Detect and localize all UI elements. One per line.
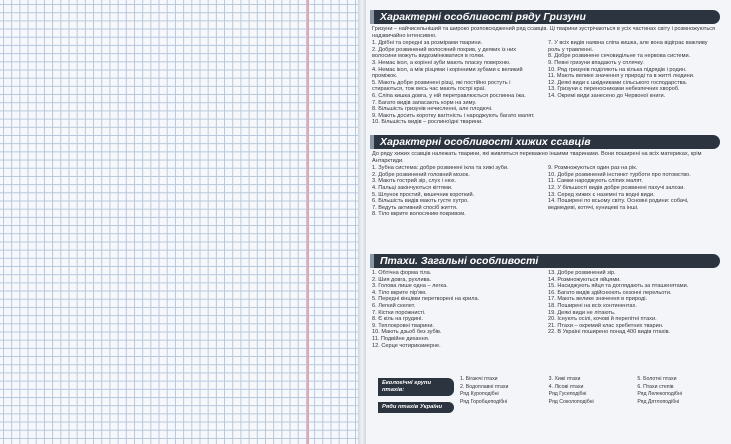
rodents-item: 8. Добре розвинене сечовидільне та нервова системи.	[548, 53, 691, 60]
rodents-item: 10. Більшість видів – рослиноїдні тварини.	[372, 119, 483, 126]
rodents-item: 12. Деякі види є шкідниками сільського господарства.	[548, 79, 688, 86]
rodents-left-col	[372, 40, 542, 126]
bird-group-item: 4. Лісові птахи	[548, 383, 584, 390]
predators-item: 2. Добре розвинений головний мозок.	[372, 171, 470, 178]
rodents-item: 14. Окремі види занесено до Червоної книги.	[548, 92, 666, 99]
birds-item: 12. Серце чотирикамерне.	[372, 342, 441, 349]
bird-group-item: Ряд Гусеподібні	[548, 391, 587, 398]
bird-group-item: Ряд Лелекоподібні	[637, 391, 682, 398]
predators-left-col	[372, 165, 542, 218]
rodents-item: 8. Більшість гризунів нечисленні, але плодючі.	[372, 106, 493, 113]
predators-item: 9. Розмножуються один раз на рік.	[548, 165, 638, 172]
rodents-intro: Гризуни – найчисельніший та широко розповсюджений ряд ссавців. Ці тварини зустрічаються в усіх частинах світу і розмножуються надзвичайно інтенсивно.	[372, 26, 716, 39]
rodents-item: 10. Ряд гризунів поділяють на кілька підрядів і родин.	[548, 66, 687, 73]
predators-item: 7. Ведуть активний спосіб життя.	[372, 204, 458, 211]
birds-item: 1. Обтічна форма тіла.	[372, 270, 432, 276]
predators-item: 13. Серед хижих є наземні та водні види.	[548, 191, 655, 198]
birds-section	[370, 254, 720, 376]
bird-group-item: Ряд Соколоподібні	[548, 399, 594, 406]
bird-groups-col	[460, 376, 543, 407]
rodents-item: 2. Добре розвинений волосяний покрив, у деяких із них волосини можуть видозмінюватися в голки.	[372, 46, 517, 60]
bird-group-item: 3. Хижі птахи	[548, 376, 581, 382]
birds-item: 5. Передні кінцівки перетворені на крила.	[372, 296, 480, 303]
birds-item: 2. Шия довга, рухлива.	[372, 276, 432, 283]
predators-item: 6. Більшість видів мають густе хутро.	[372, 198, 469, 205]
birds-item: 18. Поширені на всіх континентах.	[548, 302, 637, 309]
birds-item: 6. Легкий скелет.	[372, 302, 416, 309]
rodents-item: 3. Немає ікол, а корінні зуби мають пласку поверхню.	[372, 59, 511, 66]
rodents-item: 4. Немає ікол, а між різцями і корінними зубами є великий проміжок.	[372, 66, 523, 80]
rodents-item: 7. У всіх видів наявна сліпа кишка, але вона відіграє важливу роль у травленні.	[548, 40, 708, 53]
birds-item: 15. Насиджують яйця та доглядають за пташенятами.	[548, 283, 689, 290]
rodents-item: 9. Певні гризуни впадають у сплячку.	[548, 59, 644, 66]
birds-title: Птахи. Загальні особливості	[370, 254, 720, 268]
bird-group-tags	[378, 378, 454, 419]
bird-groups-columns	[460, 376, 720, 407]
birds-left-col	[372, 270, 542, 349]
predators-item: 12. У більшості видів добре розвинені пахучі залози.	[548, 184, 685, 191]
bird-groups-col	[637, 376, 720, 407]
rodents-item: 6. Сліпа кишка довга, у ній перетравлюється рослинна їжа.	[372, 92, 526, 99]
birds-item: 14. Розмножуються яйцями.	[548, 276, 621, 283]
bird-orders-tag: Ряди птахів України	[378, 402, 454, 413]
birds-item: 9. Теплокровні тварини.	[372, 322, 435, 329]
birds-item: 21. Птахи – окремий клас хребетних тварин.	[548, 322, 664, 329]
birds-item: 8. Є кіль на грудині.	[372, 316, 423, 323]
rodents-item: 1. Дрібні та середні за розмірами тварини.	[372, 40, 483, 47]
predators-intro: До ряду хижих ссавців належать тварини, які живляться переважно іншими тваринами. Вони поширені на всіх материках, крім Антарктиди.	[372, 151, 702, 164]
predators-title: Характерні особливості хижих ссавців	[370, 135, 720, 149]
birds-item: 22. В Україні поширено понад 400 видів птахів.	[548, 329, 671, 336]
birds-item: 4. Тіло вкрите пір'ям.	[372, 289, 427, 296]
predators-body	[370, 149, 720, 249]
predators-item: 10. Добре розвинений інстинкт турботи про потомство.	[548, 171, 691, 178]
rodents-item: 9. Мають досить коротку вагітність і народжують багато малят.	[372, 112, 535, 119]
rodents-right-col	[548, 40, 718, 126]
cover-page	[366, 0, 731, 444]
rodents-item: 7. Багато видів запасають корм на зиму.	[372, 99, 477, 106]
bird-group-item: 1. Бігаючі птахи	[460, 376, 498, 382]
birds-item: 13. Добре розвинений зір.	[548, 270, 616, 276]
bird-group-item: 6. Птахи степів	[637, 383, 674, 390]
page-fold	[358, 0, 366, 444]
predators-item: 11. Самки народжують сліпих малят.	[548, 178, 643, 185]
predators-item: 14. Поширені по всьому світу. Основні родини: собачі, ведмедеві, котячі, куницеві та інші.	[548, 198, 689, 211]
content-area	[370, 10, 720, 438]
birds-item: 19. Деякі види не літають.	[548, 309, 616, 316]
predators-item: 4. Пальці закінчуються кігтями.	[372, 184, 453, 191]
rodents-item: 5. Мають добре розвинені різці, які постійно ростуть і стираються, тож весь час мають гострі краї.	[372, 79, 511, 93]
predators-item: 3. Мають гострий зір, слух і нюх.	[372, 178, 457, 185]
predators-item: 8. Тіло вкрите волосяним покривом.	[372, 211, 466, 218]
birds-item: 16. Багато видів здійснюють сезонні перельоти.	[548, 289, 672, 296]
bird-group-item: 2. Водоплавні птахи	[460, 383, 509, 390]
rodents-item: 11. Мають велике значення у природі та в житті людини.	[548, 73, 695, 80]
birds-item: 17. Мають велике значення в природі.	[548, 296, 648, 303]
predators-right-col	[548, 165, 718, 218]
birds-item: 11. Подвійне дихання.	[372, 335, 430, 342]
birds-item: 7. Кістки порожнисті.	[372, 309, 426, 316]
birds-right-col	[548, 270, 718, 349]
birds-item: 10. Мають дзьоб без зубів.	[372, 329, 442, 336]
predators-section	[370, 135, 720, 251]
ecological-groups-tag: Екологічні групи птахів:	[378, 378, 454, 396]
rodents-section	[370, 10, 720, 132]
birds-body	[370, 268, 720, 374]
bird-groups-area	[370, 378, 720, 440]
rodents-body	[370, 24, 720, 130]
birds-item: 20. Існують осілі, кочові й перелітні птахи.	[548, 316, 657, 323]
birds-item: 3. Голова лише одна – легка.	[372, 283, 448, 290]
rodents-item: 13. Гризуни є переносниками небезпечних хвороб.	[548, 86, 680, 93]
bird-group-item: 5. Болотні птахи	[637, 376, 677, 382]
bird-group-item: Ряд Дятлоподібні	[637, 399, 680, 406]
rodents-title: Характерні особливості ряду Гризуни	[370, 10, 720, 24]
bird-groups-col	[549, 376, 632, 407]
bird-group-item: Ряд Куроподібні	[460, 391, 499, 398]
predators-item: 1. Зубна система: добре розвинені ікла та хижі зуби.	[372, 165, 509, 172]
bird-group-item: Ряд Горобцеподібні	[460, 399, 508, 406]
grid-page	[0, 0, 362, 444]
predators-item: 5. Шлунок простий, кишечник короткий.	[372, 191, 475, 198]
